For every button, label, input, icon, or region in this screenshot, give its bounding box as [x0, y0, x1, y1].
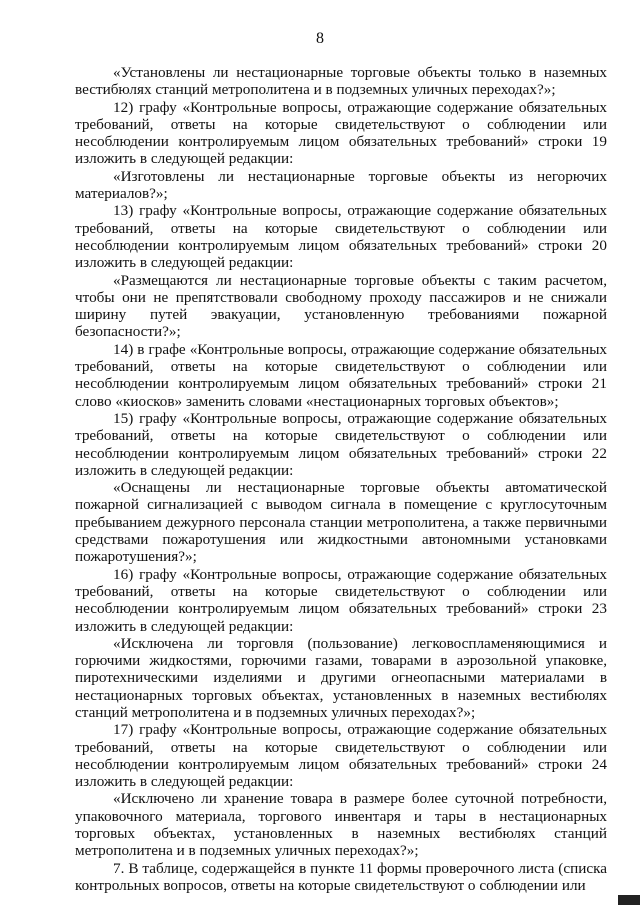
paragraph: «Установлены ли нестационарные торговые объекты только в наземных вестибюлях станций метрополитена и в подземных уличных переходах?»;: [75, 64, 607, 99]
paragraph: «Изготовлены ли нестационарные торговые объекты из негорючих материалов?»;: [75, 167, 607, 203]
page-number: 8: [316, 30, 324, 47]
paragraph: «Оснащены ли нестационарные торговые объекты автоматической пожарной сигнализацией с выводом сигнала в помещение с круглосуточным пребыванием дежурного персонала станции метрополитена, а также первичными средствами пожаротушения или жидкостными автономными установками пожаротушения?»;: [75, 479, 607, 566]
document-body: [75, 64, 607, 894]
paragraph: 7. В таблице, содержащейся в пункте 11 формы проверочного листа (списка контрольных вопросов, ответы на которые свидетельствуют о соблюдении или: [75, 859, 607, 894]
paragraph: 12) графу «Контрольные вопросы, отражающие содержание обязательных требований, ответы на которые свидетельствуют о соблюдении или несоблюдении контролируемым лицом обязательных требований» строки 19 изложить в следующей редакции:: [75, 98, 607, 168]
paragraph: 17) графу «Контрольные вопросы, отражающие содержание обязательных требований, ответы на которые свидетельствуют о соблюдении или несоблюдении контролируемым лицом обязательных требований» строки 24 изложить в следующей редакции:: [75, 721, 607, 791]
scan-artifact: [618, 895, 640, 905]
paragraph: 13) графу «Контрольные вопросы, отражающие содержание обязательных требований, ответы на которые свидетельствуют о соблюдении или несоблюдении контролируемым лицом обязательных требований» строки 20 изложить в следующей редакции:: [75, 202, 607, 272]
paragraph: «Исключена ли торговля (пользование) легковоспламеняющимися и горючими жидкостями, горючими газами, товарами в аэрозольной упаковке, пиротехническими изделиями и другими огнеопасными материалами в нестационарных торговых объектах, установленных в наземных вестибюлях станций метрополитена и в подземных уличных переходах?»;: [75, 634, 607, 721]
paragraph: 15) графу «Контрольные вопросы, отражающие содержание обязательных требований, ответы на которые свидетельствуют о соблюдении или несоблюдении контролируемым лицом обязательных требований» строки 22 изложить в следующей редакции:: [75, 409, 607, 479]
paragraph: 14) в графе «Контрольные вопросы, отражающие содержание обязательных требований, ответы на которые свидетельствуют о соблюдении или несоблюдении контролируемым лицом обязательных требований» строки 21 слово «киосков» заменить словами «нестационарных торговых объектов»;: [75, 340, 607, 410]
paragraph: 16) графу «Контрольные вопросы, отражающие содержание обязательных требований, ответы на которые свидетельствуют о соблюдении или несоблюдении контролируемым лицом обязательных требований» строки 23 изложить в следующей редакции:: [75, 565, 607, 635]
paragraph: «Размещаются ли нестационарные торговые объекты с таким расчетом, чтобы они не препятствовали свободному проходу пассажиров и не снижали ширину путей эвакуации, установленную требованиями пожарной безопасности?»;: [75, 271, 607, 341]
paragraph: «Исключено ли хранение товара в размере более суточной потребности, упаковочного материала, торгового инвентаря и тары в нестационарных торговых объектах, установленных в наземных вестибюлях станций метрополитена и в подземных уличных переходах?»;: [75, 790, 607, 860]
